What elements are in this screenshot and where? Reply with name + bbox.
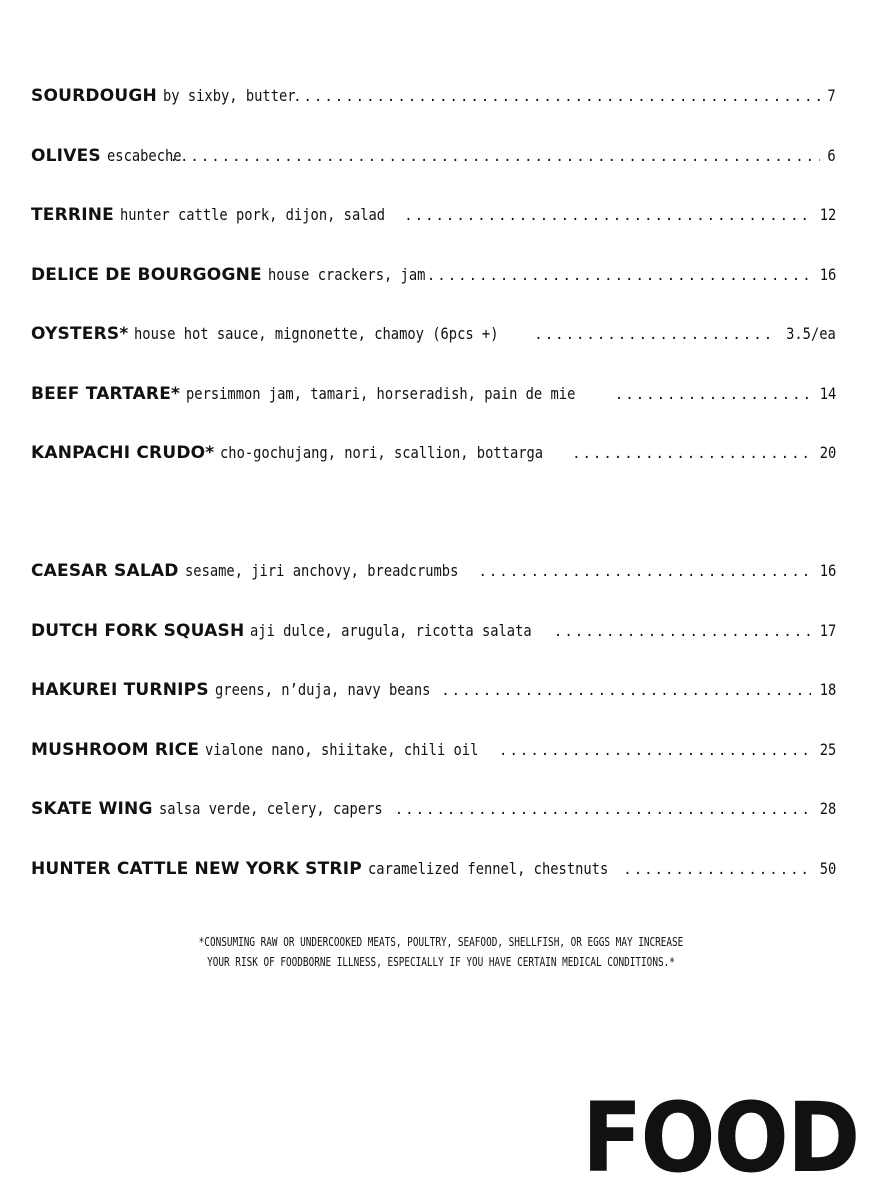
dot-leader xyxy=(293,89,820,105)
item-price: 50 xyxy=(819,858,836,878)
item-price: 18 xyxy=(819,680,836,699)
menu-item-sourdough xyxy=(31,86,836,146)
item-name: SKATE WING xyxy=(31,799,153,819)
dot-leader xyxy=(554,624,811,640)
item-description: salsa verde, celery, capers xyxy=(158,799,383,818)
item-name: DUTCH FORK SQUASH xyxy=(31,620,245,641)
menu-item-olives xyxy=(31,146,836,206)
item-name: CAESAR SALAD xyxy=(31,561,179,581)
item-name: DELICE DE BOURGOGNE xyxy=(31,264,262,285)
item-name: HAKUREI TURNIPS xyxy=(31,680,209,700)
item-description: cho-gochujang, nori, scallion, bottarga xyxy=(220,443,544,462)
menu-item-delice-de-bourgogne xyxy=(31,265,836,325)
item-description: persimmon jam, tamari, horseradish, pain de mie xyxy=(186,383,576,403)
item-price: 7 xyxy=(827,86,836,105)
menu-item-kanpachi-crudo xyxy=(31,443,836,503)
starters-section xyxy=(31,86,836,503)
item-description: greens, n’duja, navy beans xyxy=(214,680,431,699)
menu-item-dutch-fork-squash xyxy=(31,621,836,681)
item-price: 16 xyxy=(819,561,836,580)
dot-leader xyxy=(615,387,811,403)
item-price: 14 xyxy=(819,383,836,403)
item-description: aji dulce, arugula, ricotta salata xyxy=(250,620,533,640)
item-price: 3.5/ea xyxy=(786,324,836,343)
page-title: FOOD xyxy=(581,1082,858,1194)
dot-leader xyxy=(478,564,810,580)
item-description: hunter cattle pork, dijon, salad xyxy=(119,205,386,224)
item-name: SOURDOUGH xyxy=(31,86,157,106)
menu-item-skate-wing xyxy=(31,799,836,859)
item-price: 16 xyxy=(819,264,836,284)
item-name: OLIVES xyxy=(31,145,101,166)
dot-leader xyxy=(572,446,811,462)
menu-item-terrine xyxy=(31,205,836,265)
item-name: BEEF TARTARE* xyxy=(31,383,181,404)
menu-item-beef-tartare xyxy=(31,384,836,444)
item-name: HUNTER CATTLE NEW YORK STRIP xyxy=(31,858,362,879)
item-price: 28 xyxy=(819,799,836,818)
item-name: KANPACHI CRUDO* xyxy=(31,443,215,463)
item-price: 6 xyxy=(827,145,836,165)
item-description: house crackers, jam xyxy=(267,264,426,284)
item-description: house hot sauce, mignonette, chamoy (6pcs +) xyxy=(134,324,499,343)
item-name: OYSTERS* xyxy=(31,324,129,344)
menu-item-hakurei-turnips xyxy=(31,680,836,740)
item-price: 20 xyxy=(819,443,836,462)
item-description: escabeche xyxy=(106,145,182,165)
raw-food-disclaimer xyxy=(0,932,882,972)
disclaimer-line-2: YOUR RISK OF FOODBORNE ILLNESS, ESPECIALLY IF YOU HAVE CERTAIN MEDICAL CONDITIONS.* xyxy=(207,955,675,969)
item-price: 25 xyxy=(819,739,836,759)
dot-leader xyxy=(170,149,821,165)
item-price: 17 xyxy=(819,620,836,640)
mains-section xyxy=(31,561,836,918)
item-price: 12 xyxy=(819,205,836,224)
disclaimer-line-1: *CONSUMING RAW OR UNDERCOOKED MEATS, POULTRY, SEAFOOD, SHELLFISH, OR EGGS MAY INCREASE xyxy=(198,935,684,949)
dot-leader xyxy=(427,268,811,284)
dot-leader xyxy=(441,683,811,699)
item-name: MUSHROOM RICE xyxy=(31,739,200,760)
menu-item-caesar-salad xyxy=(31,561,836,621)
dot-leader xyxy=(534,327,772,343)
item-description: vialone nano, shiitake, chili oil xyxy=(205,739,479,759)
item-name: TERRINE xyxy=(31,205,114,225)
item-description: sesame, jiri anchovy, breadcrumbs xyxy=(184,561,458,580)
menu-item-hunter-cattle-new-york-strip xyxy=(31,859,836,919)
dot-leader xyxy=(499,743,811,759)
item-description: caramelized fennel, chestnuts xyxy=(367,858,609,878)
menu-item-mushroom-rice xyxy=(31,740,836,800)
item-description: by sixby, butter xyxy=(162,86,296,105)
dot-leader xyxy=(395,802,811,818)
dot-leader xyxy=(623,862,810,878)
dot-leader xyxy=(404,208,811,224)
menu-item-oysters xyxy=(31,324,836,384)
